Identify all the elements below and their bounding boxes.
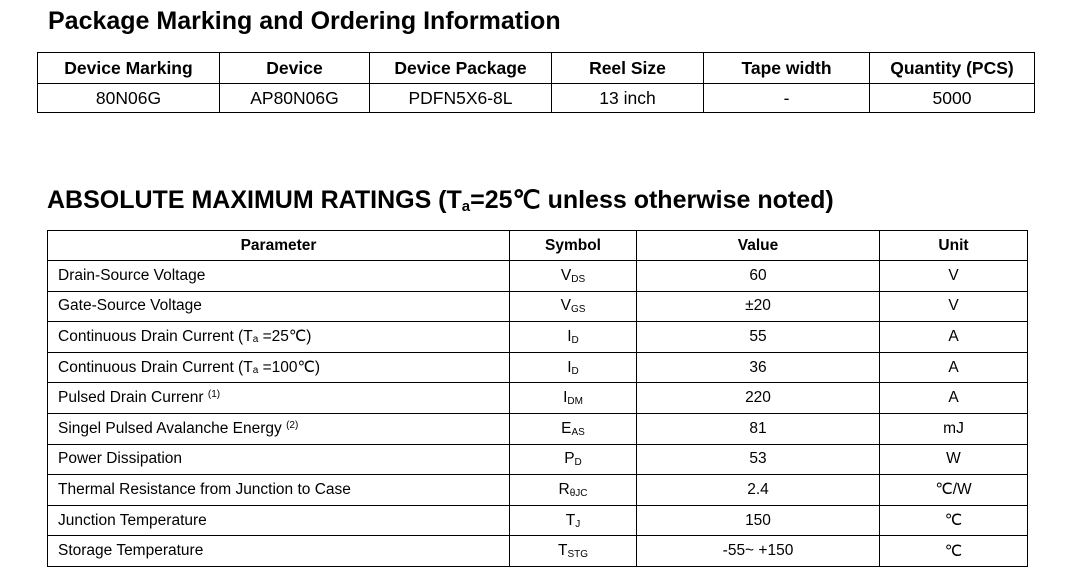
- param-text: Continuous Drain Current (T: [58, 328, 253, 346]
- unit-cell: V: [880, 291, 1028, 322]
- col-header-value: Value: [637, 231, 880, 261]
- param-text: Gate-Source Voltage: [58, 297, 202, 315]
- table-row: [48, 505, 1028, 536]
- symbol-letter: I: [567, 327, 572, 345]
- param-text: Drain-Source Voltage: [58, 266, 206, 284]
- device-marking-cell: 80N06G: [38, 84, 220, 113]
- parameter-cell: [48, 536, 510, 567]
- parameter-cell: [48, 322, 510, 353]
- table-row: [48, 291, 1028, 322]
- symbol-letter: V: [560, 297, 571, 315]
- param-text: Pulsed Drain Currenr: [58, 389, 208, 407]
- symbol-letter: V: [560, 266, 572, 284]
- col-header-reel-size: Reel Size: [552, 53, 704, 84]
- footnote-ref: (1): [207, 389, 221, 401]
- ratings-title-sub: a: [461, 198, 471, 215]
- table-row: [48, 261, 1028, 292]
- symbol-subscript: GS: [570, 304, 586, 316]
- unit-cell: A: [880, 383, 1028, 414]
- param-suffix: =100℃): [258, 359, 321, 377]
- ratings-header-row: [48, 231, 1028, 261]
- table-row: [48, 413, 1028, 444]
- param-text: Singel Pulsed Avalanche Energy: [58, 419, 287, 437]
- symbol-cell: [510, 505, 637, 536]
- value-cell: ±20: [637, 291, 880, 322]
- value-cell: 53: [637, 444, 880, 475]
- table-row: [48, 444, 1028, 475]
- parameter-cell: [48, 505, 510, 536]
- ratings-body: [48, 261, 1028, 567]
- symbol-letter: T: [565, 511, 576, 529]
- param-text: Junction Temperature: [58, 511, 207, 529]
- parameter-cell: [48, 261, 510, 292]
- tape-width-cell: -: [704, 84, 870, 113]
- symbol-cell: [510, 291, 637, 322]
- value-cell: 36: [637, 352, 880, 383]
- symbol-subscript: D: [574, 457, 582, 469]
- symbol-letter: E: [561, 419, 572, 437]
- symbol-letter: I: [567, 358, 572, 376]
- symbol-letter: P: [564, 450, 575, 468]
- table-row: [48, 536, 1028, 567]
- col-header-unit: Unit: [880, 231, 1028, 261]
- symbol-cell: [510, 383, 637, 414]
- unit-cell: ℃/W: [880, 475, 1028, 506]
- ordering-data-row: [38, 84, 1035, 113]
- ratings-title-prefix: ABSOLUTE MAXIMUM RATINGS (T: [47, 186, 462, 214]
- table-row: [48, 352, 1028, 383]
- value-cell: 2.4: [637, 475, 880, 506]
- device-package-cell: PDFN5X6-8L: [370, 84, 552, 113]
- parameter-cell: [48, 291, 510, 322]
- table-row: [48, 475, 1028, 506]
- symbol-subscript: D: [571, 334, 579, 346]
- symbol-cell: [510, 475, 637, 506]
- unit-cell: ℃: [880, 536, 1028, 567]
- param-sub: a: [252, 334, 259, 346]
- value-cell: 81: [637, 413, 880, 444]
- ordering-header-row: [38, 53, 1035, 84]
- col-header-symbol: Symbol: [510, 231, 637, 261]
- symbol-cell: [510, 352, 637, 383]
- value-cell: -55~ +150: [637, 536, 880, 567]
- col-header-tape-width: Tape width: [704, 53, 870, 84]
- value-cell: 150: [637, 505, 880, 536]
- unit-cell: W: [880, 444, 1028, 475]
- parameter-cell: [48, 383, 510, 414]
- parameter-cell: [48, 413, 510, 444]
- ordering-info-title: Package Marking and Ordering Information: [48, 7, 561, 35]
- symbol-subscript: AS: [571, 426, 585, 438]
- unit-cell: A: [880, 352, 1028, 383]
- symbol-cell: [510, 322, 637, 353]
- value-cell: 55: [637, 322, 880, 353]
- symbol-subscript: θJC: [569, 487, 588, 499]
- symbol-subscript: STG: [567, 549, 589, 561]
- symbol-letter: T: [557, 542, 568, 560]
- symbol-cell: [510, 261, 637, 292]
- table-row: [48, 322, 1028, 353]
- param-text: Storage Temperature: [58, 542, 204, 560]
- reel-size-cell: 13 inch: [552, 84, 704, 113]
- device-cell: AP80N06G: [220, 84, 370, 113]
- quantity-cell: 5000: [870, 84, 1035, 113]
- param-text: Thermal Resistance from Junction to Case: [58, 480, 351, 498]
- unit-cell: ℃: [880, 505, 1028, 536]
- symbol-subscript: J: [575, 518, 581, 530]
- unit-cell: mJ: [880, 413, 1028, 444]
- col-header-device: Device: [220, 53, 370, 84]
- param-suffix: =25℃): [258, 328, 312, 346]
- absolute-max-ratings-table: [47, 230, 1028, 567]
- parameter-cell: [48, 475, 510, 506]
- col-header-quantity: Quantity (PCS): [870, 53, 1035, 84]
- value-cell: 60: [637, 261, 880, 292]
- symbol-letter: I: [563, 389, 568, 407]
- ordering-info-table: [37, 52, 1035, 113]
- table-row: [48, 383, 1028, 414]
- col-header-device-marking: Device Marking: [38, 53, 220, 84]
- param-text: Power Dissipation: [58, 450, 183, 468]
- footnote-ref: (2): [286, 419, 299, 431]
- symbol-cell: [510, 444, 637, 475]
- symbol-cell: [510, 413, 637, 444]
- ratings-title: [47, 185, 834, 215]
- unit-cell: A: [880, 322, 1028, 353]
- symbol-subscript: D: [571, 365, 579, 377]
- value-cell: 220: [637, 383, 880, 414]
- col-header-device-package: Device Package: [370, 53, 552, 84]
- parameter-cell: [48, 352, 510, 383]
- parameter-cell: [48, 444, 510, 475]
- symbol-subscript: DM: [567, 396, 583, 408]
- param-text: Continuous Drain Current (T: [58, 359, 253, 377]
- ratings-title-suffix: =25℃ unless otherwise noted): [470, 186, 834, 214]
- symbol-letter: R: [558, 480, 570, 498]
- col-header-parameter: Parameter: [48, 231, 510, 261]
- symbol-subscript: DS: [571, 273, 586, 285]
- param-sub: a: [252, 365, 259, 377]
- unit-cell: V: [880, 261, 1028, 292]
- symbol-cell: [510, 536, 637, 567]
